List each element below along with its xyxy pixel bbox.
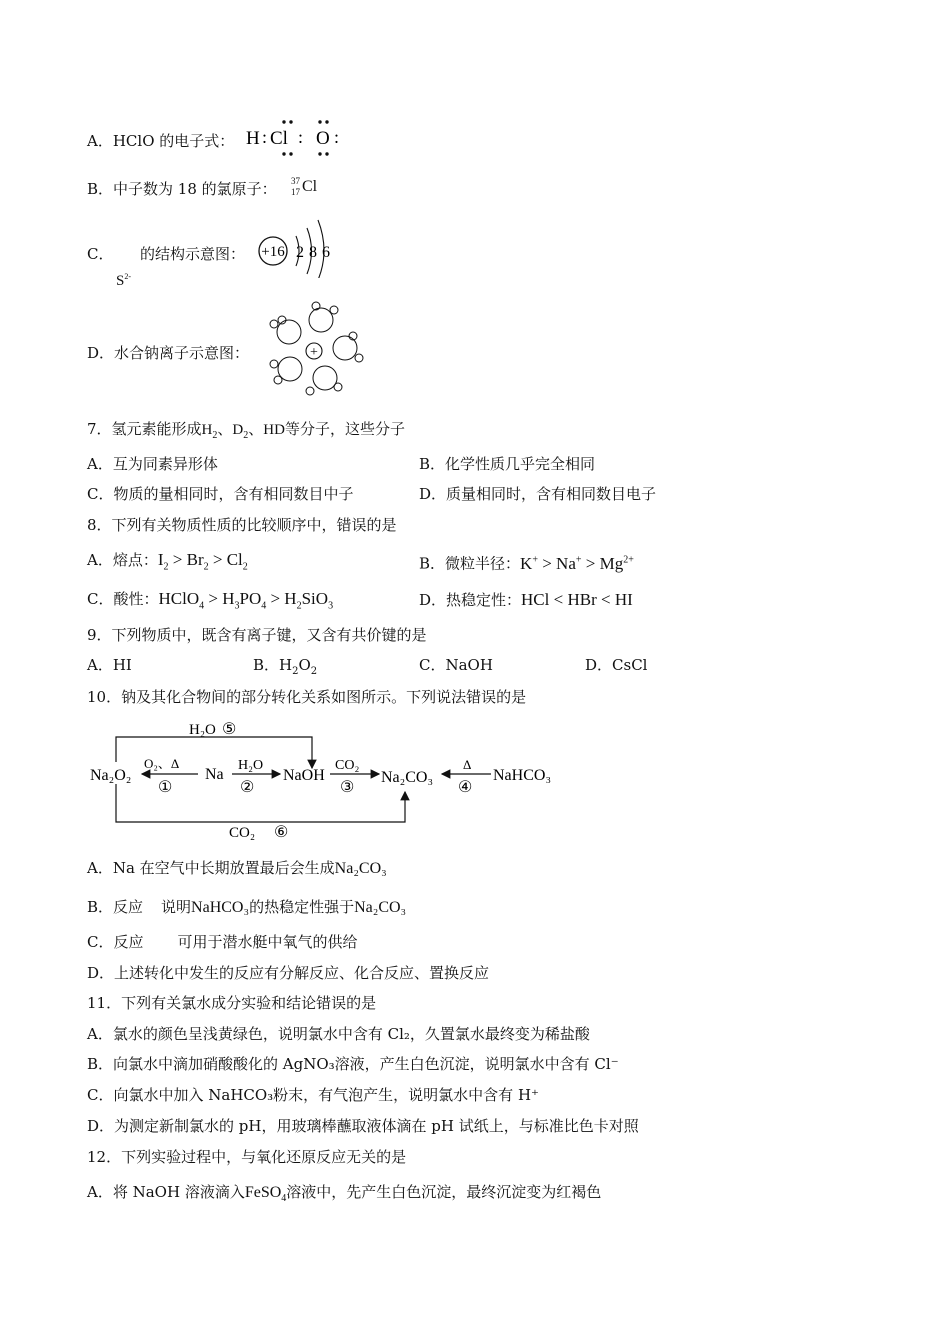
- q10-stem: 10．钠及其化合物间的部分转化关系如图所示。下列说法错误的是: [87, 688, 527, 706]
- q9-option-d: D．CsCl: [585, 656, 648, 674]
- sulfide-ion: $S^{2-}$: [116, 272, 132, 289]
- q6-option-b: B．中子数为 18 的氯原子：: [87, 180, 277, 198]
- q6-option-c-label: C．: [87, 245, 114, 263]
- shell-3-count: 6: [322, 244, 330, 261]
- reaction-2-number: ②: [240, 779, 255, 796]
- svg-text:+: +: [310, 345, 318, 360]
- reaction-6-number: ⑥: [274, 824, 289, 841]
- node-nahco3: NaHCO₃: [493, 767, 552, 784]
- q9-option-c: C．NaOH: [419, 656, 493, 674]
- q8-option-c: C．酸性：HClO$_4$ > $H_3PO_4 > H_2SiO_3$: [87, 589, 334, 612]
- reaction-4-reagent: Δ: [463, 757, 472, 772]
- reaction-3-number: ③: [340, 779, 355, 796]
- q11-option-c: C．向氯水中加入 NaHCO₃粉末，有气泡产生，说明氯水中含有 H⁺: [87, 1086, 539, 1104]
- reaction-4-number: ④: [458, 779, 473, 796]
- reaction-1-reagent: O₂、Δ: [144, 756, 180, 771]
- q10-option-d: D．上述转化中发生的反应有分解反应、化合反应、置换反应: [87, 964, 490, 982]
- svg-text::: :: [334, 127, 340, 147]
- q7-option-b: B．化学性质几乎完全相同: [419, 455, 596, 473]
- q6-option-c-text: 的结构示意图：: [140, 245, 246, 263]
- svg-text:H: H: [246, 128, 260, 149]
- q9-option-a: A．HI: [87, 656, 132, 674]
- reaction-5-reagent: H₂O: [189, 722, 216, 738]
- q9-stem: 9．下列物质中，既含有离子键，又含有共价键的是: [87, 626, 427, 644]
- q8-option-b: B．微粒半径：$K^+ > Na^+ > Mg^{2+}$: [419, 553, 634, 573]
- q7-option-d: D．质量相同时，含有相同数目电子: [419, 485, 657, 503]
- q10-option-c: C．反应 可用于潜水艇中氧气的供给: [87, 933, 358, 951]
- q7-option-c: C．物质的量相同时，含有相同数目中子: [87, 485, 354, 503]
- q6-option-a: A．HClO 的电子式：: [87, 132, 235, 150]
- q11-stem: 11．下列有关氯水成分实验和结论错误的是: [87, 994, 377, 1012]
- reaction-6-reagent: CO₂: [229, 825, 256, 841]
- node-na2o2: Na₂O₂: [90, 767, 132, 784]
- chlorine-37-nuclide: 37 17 Cl: [291, 176, 318, 197]
- node-na2co3: Na₂CO₃: [381, 769, 434, 786]
- sodium-conversion-diagram: [84, 712, 564, 844]
- svg-text:Cl: Cl: [270, 128, 288, 149]
- sulfide-structure-diagram: [256, 214, 336, 278]
- q11-option-a: A．氯水的颜色呈浅黄绿色，说明氯水中含有 Cl₂，久置氯水最终变为稀盐酸: [87, 1025, 590, 1043]
- node-naoh: NaOH: [283, 767, 325, 784]
- q12-stem: 12．下列实验过程中，与氧化还原反应无关的是: [87, 1148, 407, 1166]
- reaction-2-reagent: H₂O: [238, 758, 264, 773]
- hydrated-sodium-ion-diagram: [264, 300, 366, 400]
- hclo-electron-formula: [242, 114, 352, 160]
- svg-text::: :: [298, 127, 304, 147]
- q11-option-d: D．为测定新制氯水的 pH，用玻璃棒蘸取液体滴在 pH 试纸上，与标准比色卡对照: [87, 1117, 639, 1135]
- shell-1-count: 2: [296, 244, 304, 261]
- q11-option-b: B．向氯水中滴加硝酸酸化的 AgNO₃溶液，产生白色沉淀，说明氯水中含有 Cl⁻: [87, 1055, 619, 1073]
- q10-option-a: A．Na 在空气中长期放置最后会生成Na₂CO₃: [87, 859, 387, 877]
- reaction-5-number: ⑤: [222, 721, 237, 738]
- reaction-1-number: ①: [158, 779, 173, 796]
- q8-stem: 8．下列有关物质性质的比较顺序中，错误的是: [87, 516, 397, 534]
- q10-option-b: B．反应 说明NaHCO₃的热稳定性强于Na₂CO₃: [87, 898, 407, 916]
- svg-text:+16: +16: [261, 244, 285, 260]
- q7-stem: 7．氢元素能形成$H_2$、$D_2$、HD等分子，这些分子: [87, 420, 405, 441]
- q6-option-d: D．水合钠离子示意图：: [87, 344, 250, 362]
- shell-2-count: 8: [309, 244, 317, 261]
- svg-text:O: O: [316, 128, 330, 149]
- reaction-3-reagent: CO₂: [335, 758, 360, 773]
- q8-option-a: A．熔点：$I_2 > Br_2 > Cl_2$: [87, 550, 248, 573]
- node-na: Na: [205, 766, 224, 783]
- q12-option-a: A．将 NaOH 溶液滴入FeSO$_4$溶液中，先产生白色沉淀，最终沉淀变为红褐色: [87, 1183, 602, 1205]
- q8-option-d: D．热稳定性：HCl < HBr < HI: [419, 590, 633, 609]
- svg-text::: :: [262, 127, 268, 147]
- q9-option-b: B．$H_2O_2$: [253, 656, 318, 677]
- q7-option-a: A．互为同素异形体: [87, 455, 218, 473]
